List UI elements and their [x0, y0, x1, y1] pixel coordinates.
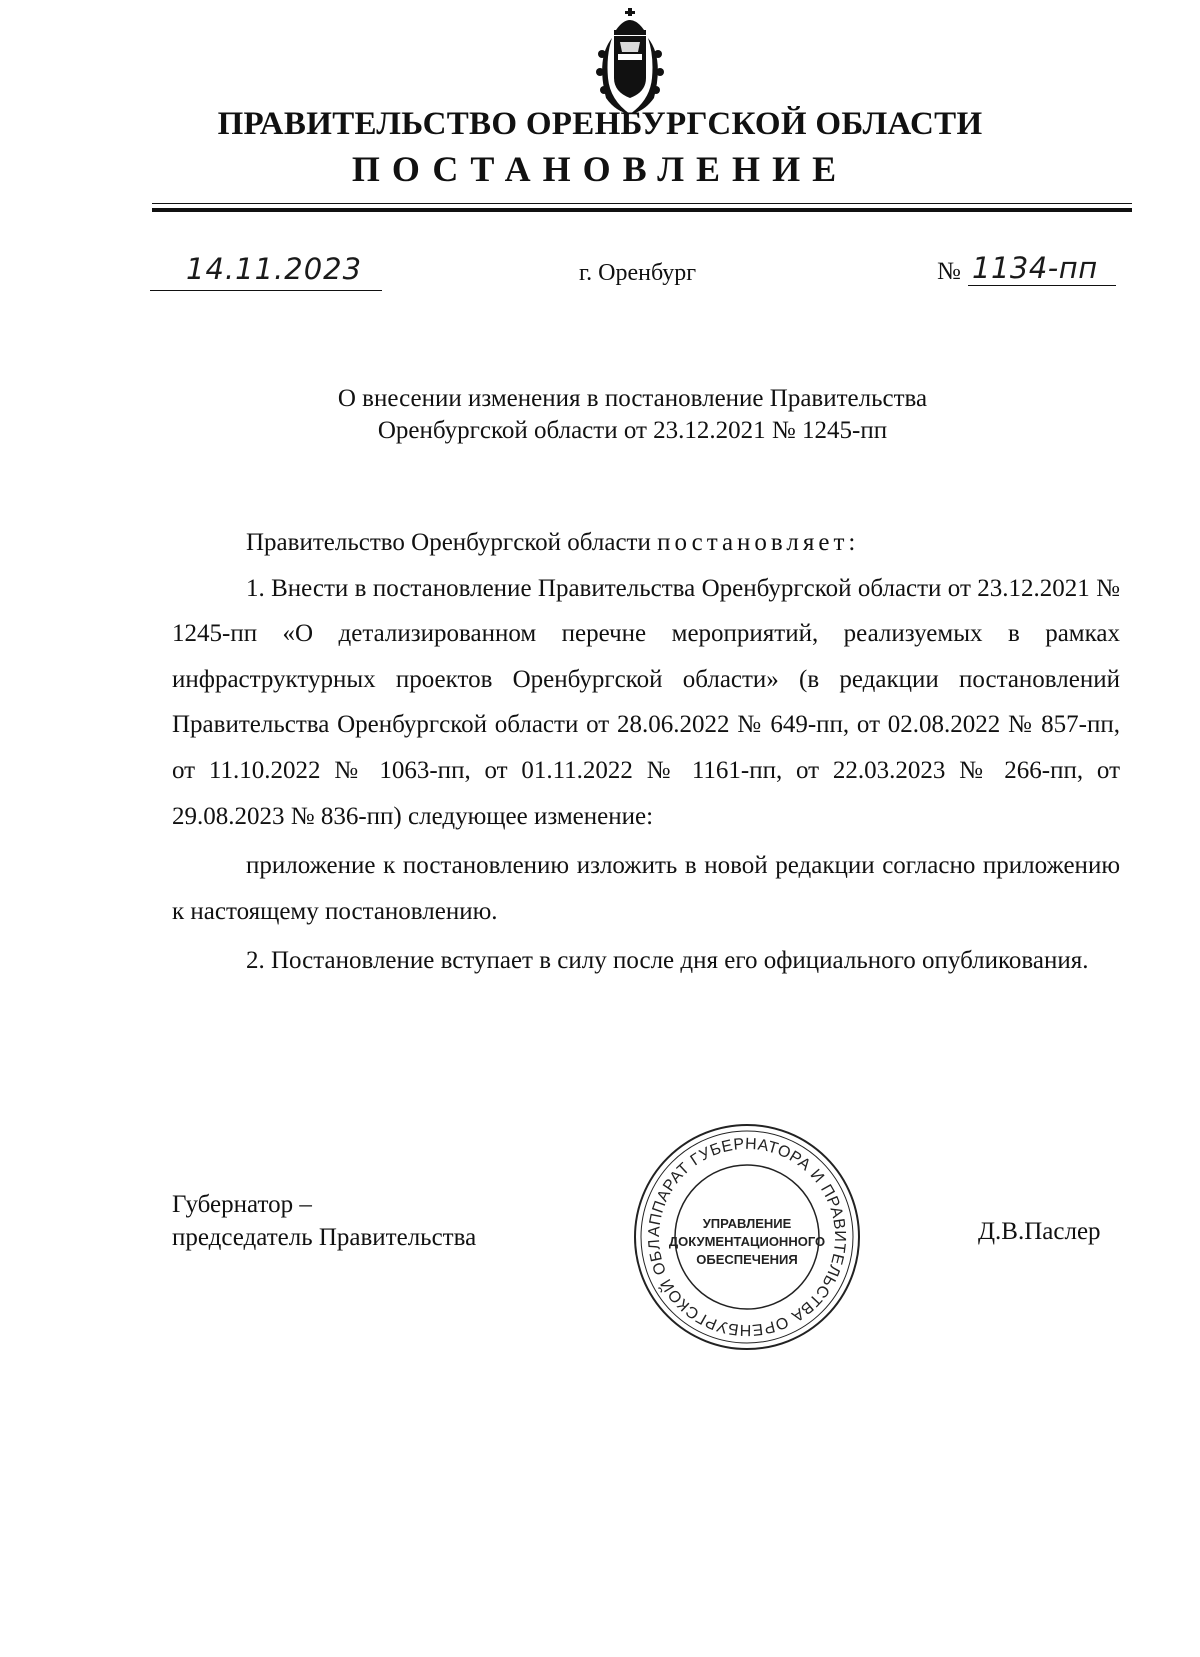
- item-1-paragraph: 1. Внести в постановление Правительства Оренбургской области от 23.12.2021 № 1245-пп «О детализированном перечне мероприятий, реализуемых в рамках инфраструктурных проектов Оренбургской области» (в редакции постановлений Правительства Оренбургской области от 28.06.2022 № 649-пп, от 02.08.2022 № 857-пп, от 11.10.2022 № 1063-пп, от 01.11.2022 № 1161-пп, от 22.03.2023 № 266-пп, от 29.08.2023 № 836-пп) следующее изменение:: [172, 574, 1120, 830]
- signatory-name: Д.В.Паслер: [978, 1218, 1101, 1245]
- signatory-position: [172, 1188, 476, 1254]
- seal-center-line-3: ОБЕСПЕЧЕНИЯ: [696, 1252, 798, 1267]
- seal-center-line-1: УПРАВЛЕНИЕ: [702, 1216, 792, 1231]
- official-seal-icon: [628, 1118, 866, 1356]
- seal-ring-text: АППАРАТ ГУБЕРНАТОРА И ПРАВИТЕЛЬСТВА ОРЕНБУРГСКОЙ ОБЛ: [645, 1135, 849, 1339]
- number-underline: [968, 285, 1116, 286]
- subject-line-2: Оренбургской области от 23.12.2021 № 1245-пп: [377, 417, 888, 444]
- item-2-paragraph: 2. Постановление вступает в силу после дня его официального опубликования.: [246, 947, 1089, 975]
- document-body: [172, 520, 1120, 984]
- government-title: ПРАВИТЕЛЬСТВО ОРЕНБУРГСКОЙ ОБЛАСТИ: [217, 106, 983, 142]
- item-1-subparagraph: приложение к постановлению изложить в новой редакции согласно приложению к настоящему постановлению.: [172, 852, 1120, 925]
- date-field: [150, 250, 382, 291]
- document-type: ПОСТАНОВЛЕНИЕ: [351, 149, 849, 189]
- position-line-2: председатель Правительства: [172, 1224, 477, 1251]
- subject-line-1: О внесении изменения в постановление Правительства: [337, 385, 928, 412]
- handwritten-number: 1134-пп: [972, 251, 1098, 285]
- number-label: №: [937, 258, 961, 285]
- intro-verb: постановляет:: [657, 529, 860, 556]
- coat-of-arms-icon: [592, 8, 668, 118]
- seal-center-line-2: ДОКУМЕНТАЦИОННОГО: [668, 1234, 826, 1249]
- header-divider-thin: [152, 203, 1132, 204]
- header-divider-thick: [152, 208, 1132, 212]
- handwritten-date: 14.11.2023: [186, 252, 363, 286]
- position-line-1: Губернатор –: [172, 1191, 312, 1218]
- city-label: г. Оренбург: [579, 260, 697, 286]
- resolution-intro: [172, 520, 1120, 566]
- subject-heading: [0, 383, 1200, 447]
- intro-lead: Правительство Оренбургской области: [246, 529, 651, 556]
